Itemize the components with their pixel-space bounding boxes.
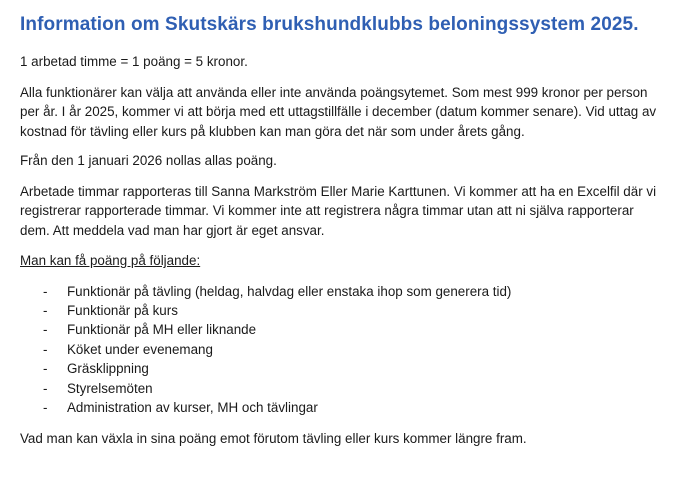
paragraph-closing: Vad man kan växla in sina poäng emot förutom tävling eller kurs kommer längre fram.	[20, 431, 527, 447]
list-item-text: Gräsklippning	[67, 361, 149, 377]
bullet-marker: -	[43, 380, 48, 396]
bullet-marker: -	[43, 399, 48, 415]
list-item	[20, 320, 660, 339]
list-item	[20, 379, 660, 398]
list-item-text: Funktionär på tävling (heldag, halvdag eller enstaka ihop som generera tid)	[67, 283, 512, 299]
list-item-text: Styrelsemöten	[67, 380, 153, 396]
list-item-text: Köket under evenemang	[67, 341, 213, 357]
bullet-marker: -	[43, 361, 48, 377]
paragraph-usage-info: Alla funktionärer kan välja att använda eller inte använda poängsytemet. Som mest 999 kronor per person per år. I år 2025, kommer vi att börja med ett uttagstillfälle i december (datum kommer senare). Vid uttag av kostnad för tävling eller kurs på klubben kan man göra det när som under årets gång.	[20, 84, 657, 139]
bullet-marker: -	[43, 283, 48, 299]
list-item	[20, 398, 660, 417]
paragraph-reset-date: Från den 1 januari 2026 nollas allas poäng.	[20, 153, 277, 168]
list-item	[20, 282, 660, 301]
paragraph-points-rate: 1 arbetad timme = 1 poäng = 5 kronor.	[20, 54, 248, 69]
list-item-text: Funktionär på MH eller liknande	[67, 322, 257, 338]
document-page	[20, 12, 660, 449]
list-item	[20, 340, 660, 359]
bullet-marker: -	[43, 322, 48, 338]
list-item-text: Funktionär på kurs	[67, 302, 178, 318]
list-item	[20, 359, 660, 378]
document-title: Information om Skutskärs brukshundklubbs beloningssystem 2025.	[20, 14, 639, 35]
earning-list	[20, 282, 660, 418]
paragraph-reporting: Arbetade timmar rapporteras till Sanna Markström Eller Marie Karttunen. Vi kommer att ha en Excelfil där vi registrerar rapporterade timmar. Vi kommer inte att registrera några timmar utan att ni själva rapporterar dem. Att meddela vad man har gjort är eget ansvar.	[20, 183, 657, 238]
bullet-marker: -	[43, 341, 48, 357]
list-item	[20, 301, 660, 320]
bullet-marker: -	[43, 302, 48, 318]
list-item-text: Administration av kurser, MH och tävlingar	[67, 399, 318, 415]
list-heading: Man kan få poäng på följande:	[20, 253, 201, 268]
